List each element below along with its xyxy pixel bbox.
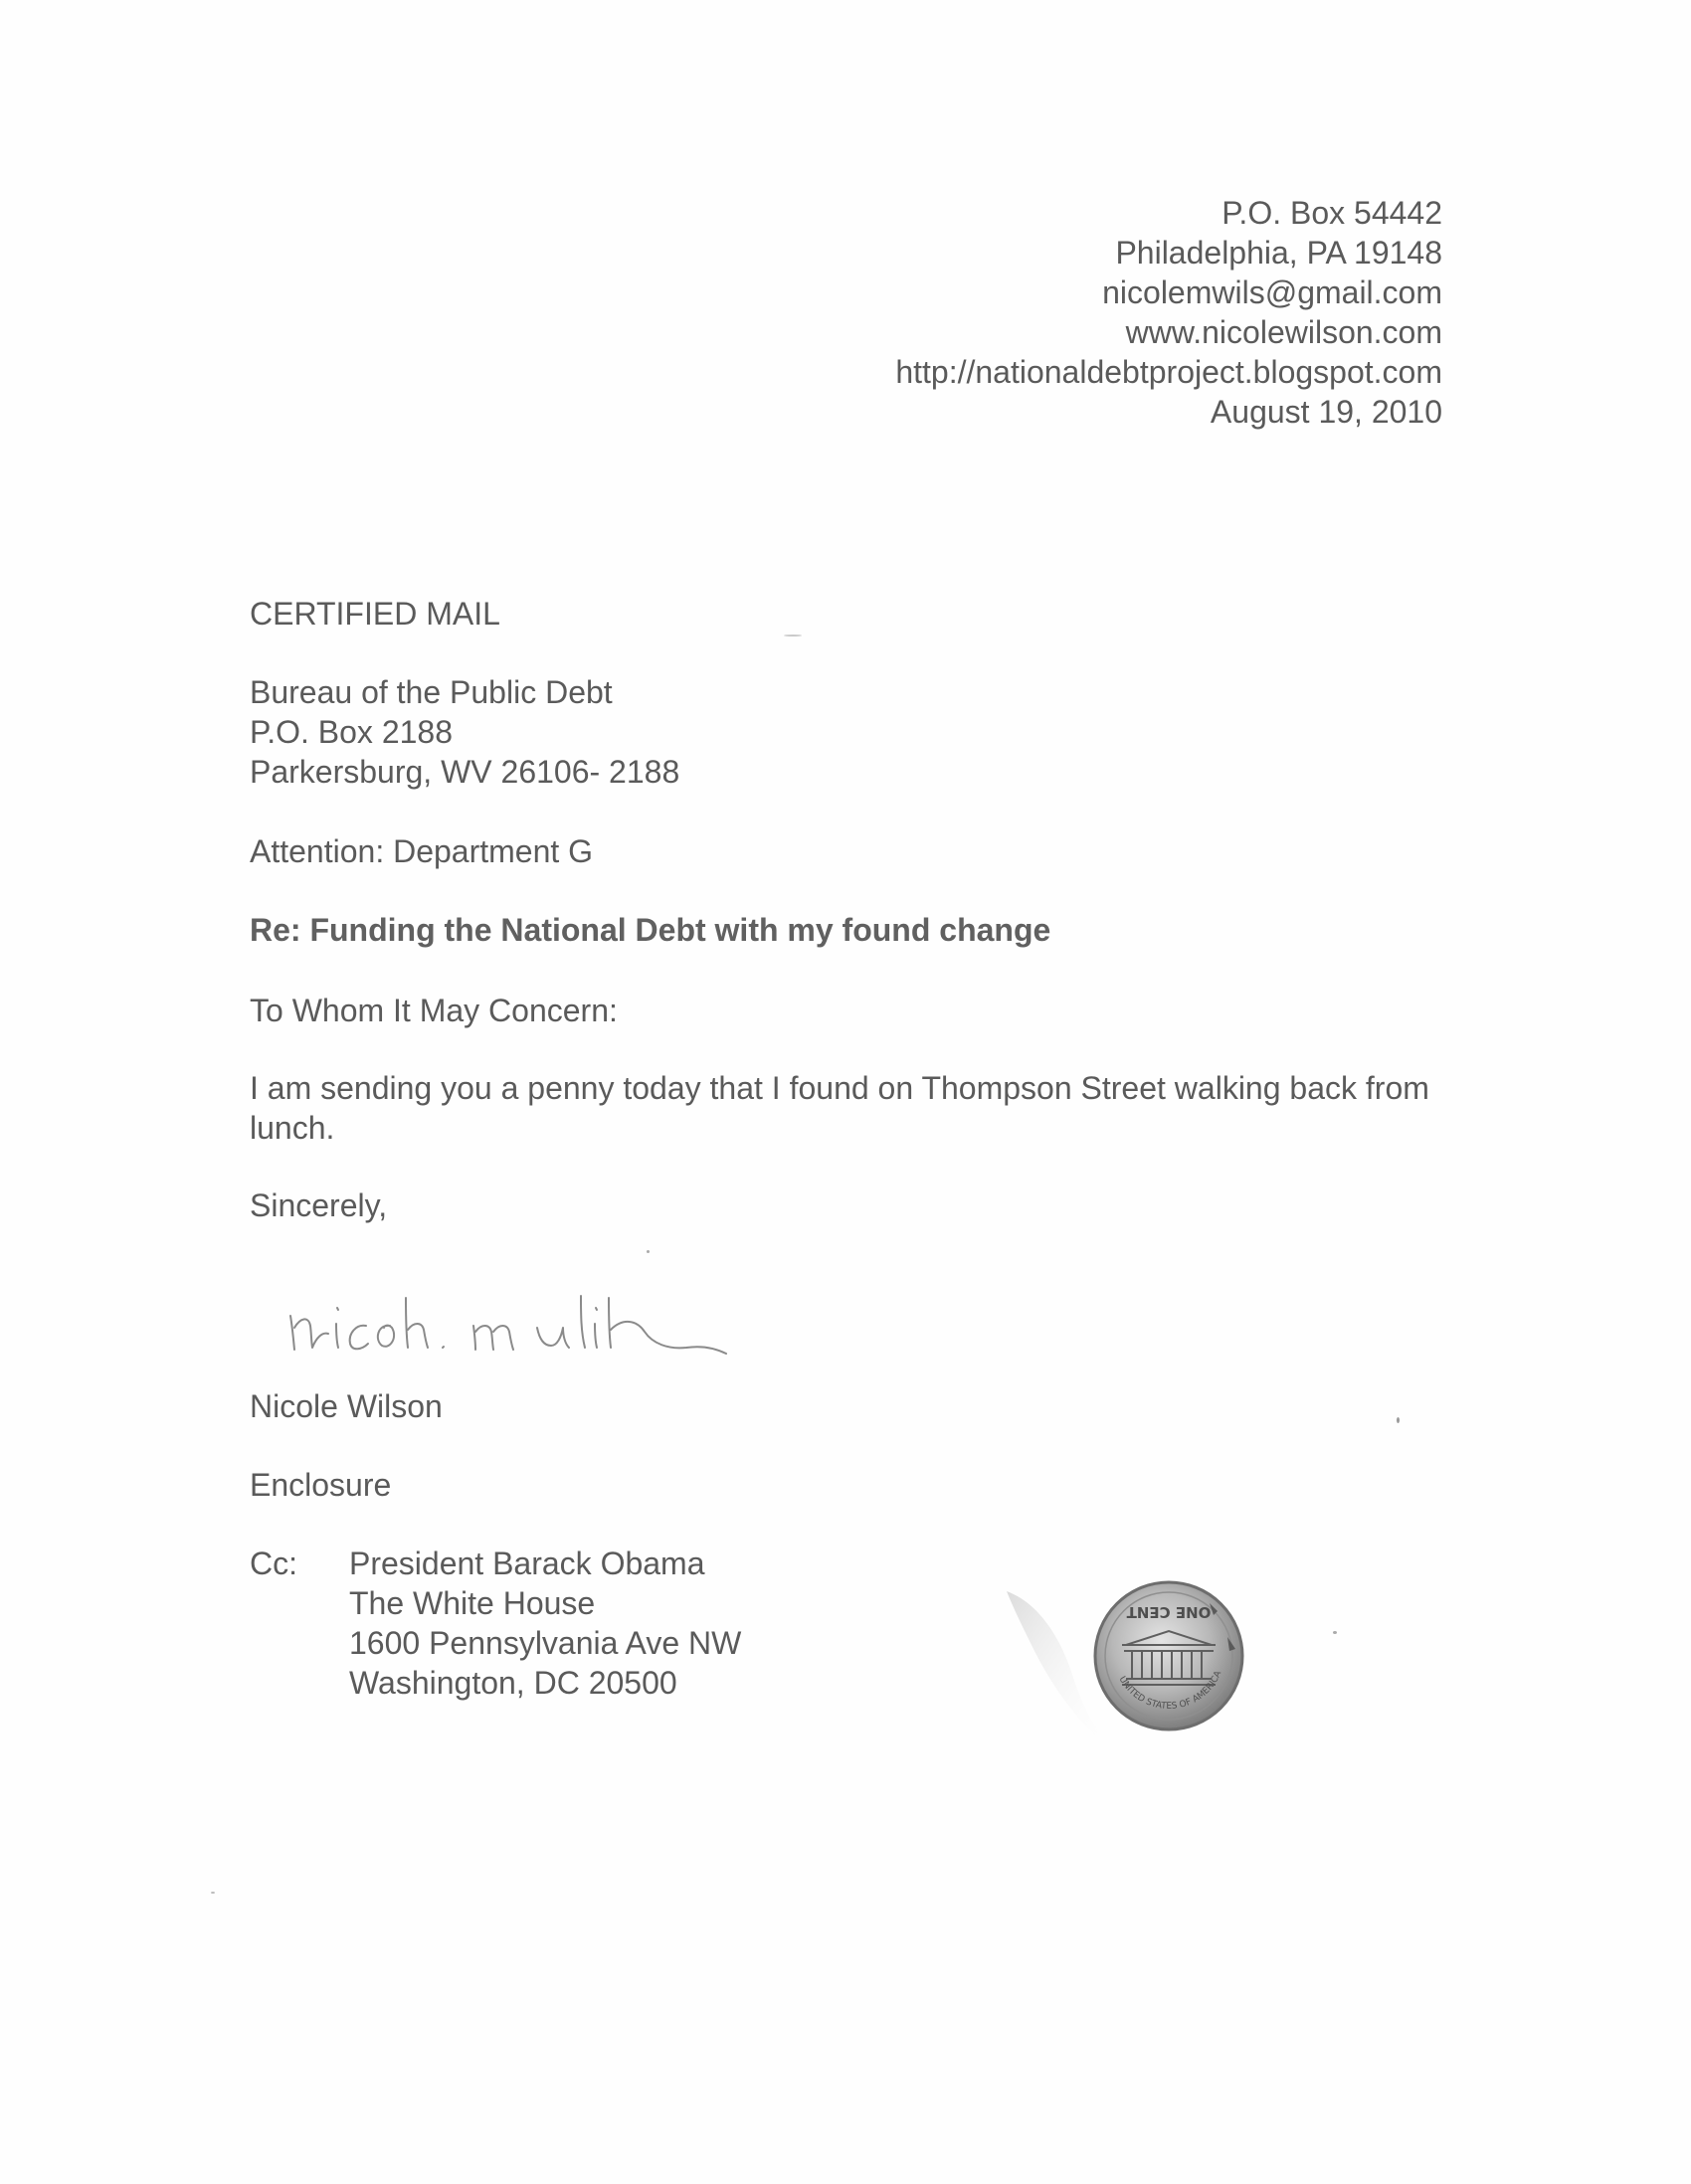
recipient-address-block [250, 672, 679, 792]
sender-website: www.nicolewilson.com [1125, 314, 1442, 350]
recipient-po-box: P.O. Box 2188 [250, 714, 453, 750]
sender-po-box: P.O. Box 54442 [1221, 195, 1442, 231]
cc-organization: The White House [349, 1585, 596, 1621]
sender-address-block [895, 193, 1442, 432]
closing: Sincerely, [250, 1187, 388, 1223]
scan-speck [1397, 1417, 1400, 1423]
penny-coin-image [1005, 1571, 1253, 1770]
recipient-name: Bureau of the Public Debt [250, 674, 613, 710]
svg-text:ONE CENT: ONE CENT [1126, 1603, 1212, 1621]
subject-line: Re: Funding the National Debt with my found change [250, 912, 1051, 948]
svg-text:UNITED STATES OF AMERICA: UNITED STATES OF AMERICA [1116, 1669, 1224, 1712]
salutation: To Whom It May Concern: [250, 993, 618, 1028]
cc-name: President Barack Obama [349, 1546, 705, 1581]
cc-address-block [349, 1544, 741, 1703]
certified-mail-notation: CERTIFIED MAIL [250, 596, 500, 632]
cc-label: Cc: [250, 1546, 297, 1581]
scan-speck [1333, 1631, 1337, 1634]
scan-speck [647, 1250, 650, 1253]
enclosure-notation: Enclosure [250, 1467, 392, 1503]
scan-speck [784, 635, 802, 637]
sender-city-state-zip: Philadelphia, PA 19148 [1115, 235, 1442, 271]
sender-email: nicolemwils@gmail.com [1102, 274, 1442, 310]
letter-body: I am sending you a penny today that I found on Thompson Street walking back from lunch. [250, 1070, 1429, 1146]
letter-date: August 19, 2010 [1210, 394, 1442, 430]
attention-line: Attention: Department G [250, 833, 594, 869]
cc-city-state-zip: Washington, DC 20500 [349, 1665, 677, 1701]
cc-street: 1600 Pennsylvania Ave NW [349, 1625, 742, 1661]
handwritten-signature [279, 1268, 736, 1367]
recipient-city-state-zip: Parkersburg, WV 26106- 2188 [250, 754, 680, 790]
scan-speck [211, 1892, 215, 1894]
sender-blog-url: http://nationaldebtproject.blogspot.com [895, 354, 1442, 390]
signer-name: Nicole Wilson [250, 1388, 443, 1424]
